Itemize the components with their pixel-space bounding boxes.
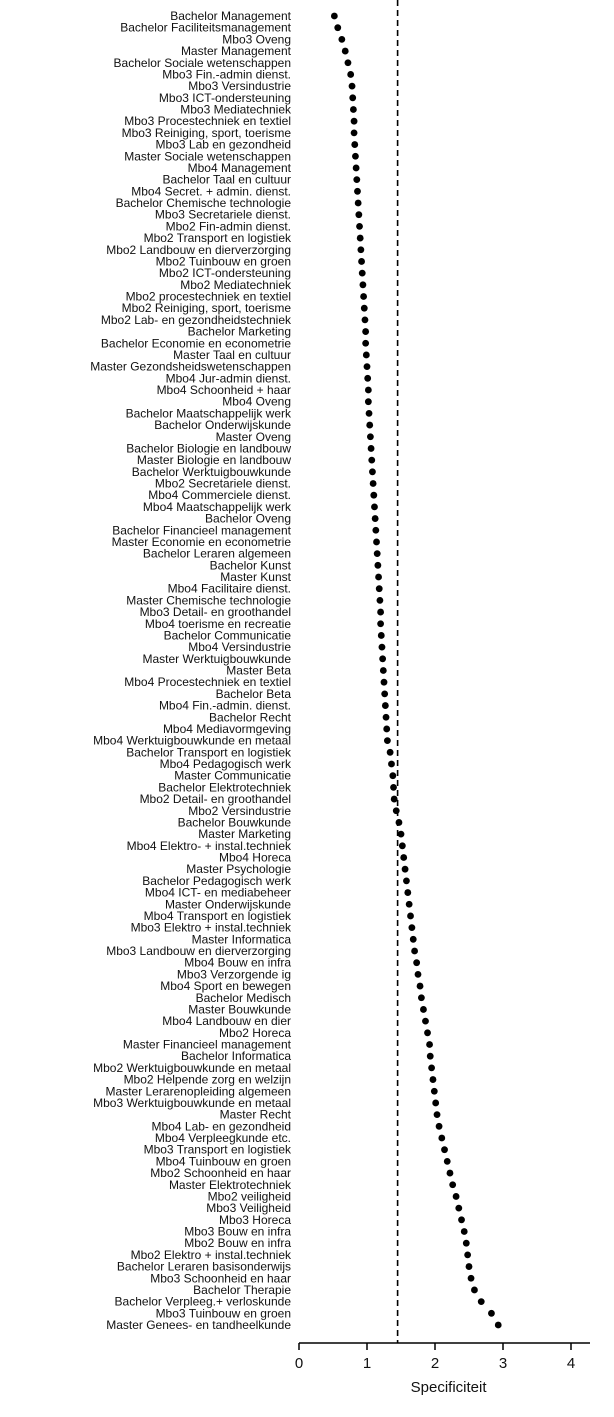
category-label: Master Elektrotechniek bbox=[168, 1177, 291, 1192]
data-point bbox=[370, 480, 377, 487]
data-point bbox=[362, 328, 369, 335]
data-point bbox=[427, 1053, 434, 1060]
data-point bbox=[447, 1170, 454, 1177]
category-label: Mbo4 ICT- en mediabeheer bbox=[144, 885, 291, 900]
category-label: Bachelor Maatschappelijk werk bbox=[125, 406, 291, 421]
category-label: Mbo3 Lab en gezondheid bbox=[155, 137, 291, 152]
data-point bbox=[367, 433, 374, 440]
data-point bbox=[410, 936, 417, 943]
category-label: Bachelor Elektrotechniek bbox=[158, 780, 291, 795]
category-label: Mbo4 Jur-admin dienst. bbox=[165, 371, 291, 386]
data-point bbox=[342, 48, 349, 55]
category-label: Mbo3 Transport en logistiek bbox=[143, 1142, 291, 1157]
data-point bbox=[431, 1088, 438, 1095]
category-label: Mbo3 Versindustrie bbox=[188, 79, 291, 94]
category-label: Bachelor Recht bbox=[208, 710, 291, 725]
category-label: Mbo3 Secretariele dienst. bbox=[154, 207, 291, 222]
category-label: Bachelor Bouwkunde bbox=[177, 815, 291, 830]
data-point bbox=[428, 1064, 435, 1071]
category-label: Bachelor Beta bbox=[215, 686, 291, 701]
data-point bbox=[375, 574, 382, 581]
data-point bbox=[351, 141, 358, 148]
data-point bbox=[357, 246, 364, 253]
category-labels bbox=[90, 9, 292, 1332]
data-point bbox=[424, 1029, 431, 1036]
category-label: Mbo3 Procestechniek en textiel bbox=[124, 114, 291, 129]
category-label: Mbo2 procestechniek en textiel bbox=[125, 289, 291, 304]
data-point bbox=[371, 503, 378, 510]
category-label: Master Onderwijskunde bbox=[164, 897, 291, 912]
category-label: Mbo3 Bouw en infra bbox=[184, 1224, 291, 1239]
category-label: Mbo2 Schoonheid en haar bbox=[150, 1166, 291, 1181]
x-tick-label: 0 bbox=[294, 1355, 304, 1372]
category-label: Bachelor Communicatie bbox=[163, 628, 291, 643]
category-label: Mbo3 Elektro + instal.techniek bbox=[130, 920, 291, 935]
category-label: Mbo4 Mediavormgeving bbox=[162, 721, 291, 736]
data-point bbox=[381, 690, 388, 697]
data-point bbox=[466, 1263, 473, 1270]
data-point bbox=[461, 1228, 468, 1235]
data-point bbox=[351, 129, 358, 136]
data-point bbox=[383, 714, 390, 721]
data-point bbox=[380, 667, 387, 674]
category-label: Mbo2 Reiniging, sport, toerisme bbox=[121, 301, 291, 316]
data-point bbox=[366, 422, 373, 429]
category-label: Mbo2 Tuinbouw en groen bbox=[155, 254, 291, 269]
x-tick-label: 1 bbox=[362, 1355, 372, 1372]
category-label: Mbo2 Bouw en infra bbox=[184, 1236, 291, 1251]
data-point bbox=[345, 59, 352, 66]
category-label: Master Sociale wetenschappen bbox=[124, 149, 291, 164]
category-label: Master Financieel management bbox=[122, 1037, 291, 1052]
category-label: Mbo3 Verzorgende ig bbox=[176, 967, 291, 982]
category-label: Mbo2 Lab- en gezondheidstechniek bbox=[100, 312, 291, 327]
category-label: Mbo4 Elektro- + instal.techniek bbox=[126, 838, 291, 853]
category-label: Master Beta bbox=[226, 663, 291, 678]
category-label: Master Bouwkunde bbox=[188, 1002, 291, 1017]
data-point bbox=[398, 831, 405, 838]
data-point bbox=[355, 200, 362, 207]
x-tick-label: 4 bbox=[566, 1355, 576, 1372]
category-label: Mbo4 Landbouw en dier bbox=[162, 1014, 291, 1029]
data-point bbox=[389, 772, 396, 779]
x-tick-label: 3 bbox=[498, 1355, 508, 1372]
data-point bbox=[384, 737, 391, 744]
data-point bbox=[378, 632, 385, 639]
category-label: Mbo4 toerisme en recreatie bbox=[144, 616, 291, 631]
data-point bbox=[377, 620, 384, 627]
category-label: Mbo2 Secretariele dienst. bbox=[154, 476, 291, 491]
category-label: Master Gezondsheidswetenschappen bbox=[90, 359, 291, 374]
category-label: Bachelor Management bbox=[170, 9, 291, 23]
category-label: Master Taal en cultuur bbox=[173, 347, 291, 362]
x-tick-label: 2 bbox=[430, 1355, 440, 1372]
data-point bbox=[338, 36, 345, 43]
category-label: Mbo2 Horeca bbox=[218, 1025, 291, 1040]
data-point bbox=[455, 1205, 462, 1212]
data-point bbox=[413, 959, 420, 966]
x-axis bbox=[295, 1343, 590, 1372]
data-point bbox=[379, 644, 386, 651]
category-label: Bachelor Leraren algemeen bbox=[142, 546, 291, 561]
category-label: Mbo3 Werktuigbouwkunde en metaal bbox=[93, 1095, 291, 1110]
category-label: Mbo2 Fin-admin dienst. bbox=[165, 219, 291, 234]
category-label: Mbo4 Verpleegkunde etc. bbox=[154, 1131, 291, 1145]
data-point bbox=[364, 375, 371, 382]
data-point bbox=[354, 188, 361, 195]
category-label: Bachelor Onderwijskunde bbox=[154, 418, 291, 433]
data-point bbox=[417, 983, 424, 990]
category-label: Mbo4 Horeca bbox=[218, 850, 291, 865]
category-label: Master Werktuigbouwkunde bbox=[142, 651, 291, 666]
data-point bbox=[463, 1240, 470, 1247]
data-point bbox=[432, 1100, 439, 1107]
data-point bbox=[434, 1111, 441, 1118]
category-label: Mbo4 Fin.-admin. dienst. bbox=[158, 698, 291, 713]
data-point bbox=[352, 153, 359, 160]
data-point bbox=[441, 1146, 448, 1153]
data-point bbox=[468, 1275, 475, 1282]
data-point bbox=[438, 1135, 445, 1142]
category-label: Mbo2 Transport en logistiek bbox=[143, 231, 291, 246]
data-point bbox=[449, 1181, 456, 1188]
data-point bbox=[358, 258, 365, 265]
category-label: Bachelor Pedagogisch werk bbox=[142, 873, 291, 888]
data-point bbox=[351, 118, 358, 125]
data-point bbox=[366, 410, 373, 417]
category-label: Mbo4 Lab- en gezondheid bbox=[151, 1119, 291, 1134]
data-point bbox=[376, 585, 383, 592]
category-label: Master Lerarenopleiding algemeen bbox=[105, 1084, 291, 1099]
category-label: Mbo2 Landbouw en dierverzorging bbox=[106, 242, 291, 257]
data-point bbox=[402, 866, 409, 873]
category-label: Bachelor Chemische technologie bbox=[115, 196, 291, 210]
category-label: Bachelor Informatica bbox=[180, 1049, 291, 1064]
category-label: Bachelor Economie en econometrie bbox=[100, 336, 291, 351]
data-point bbox=[374, 562, 381, 569]
category-label: Mbo4 Management bbox=[187, 160, 291, 175]
data-point bbox=[372, 527, 379, 534]
data-point bbox=[383, 726, 390, 733]
data-point bbox=[393, 807, 400, 814]
data-point bbox=[404, 889, 411, 896]
category-label: Mbo2 veiligheid bbox=[207, 1189, 291, 1204]
category-label: Mbo4 Sport en bewegen bbox=[160, 979, 291, 994]
category-label: Mbo3 Horeca bbox=[218, 1212, 291, 1227]
category-label: Mbo2 Elektro + instal.techniek bbox=[130, 1247, 291, 1262]
data-point bbox=[377, 597, 384, 604]
category-label: Bachelor Leraren basisonderwijs bbox=[116, 1259, 291, 1274]
category-label: Mbo4 Oveng bbox=[222, 394, 291, 409]
category-label: Mbo3 Mediatechniek bbox=[180, 102, 291, 117]
category-label: Mbo2 Werktuigbouwkunde en metaal bbox=[93, 1060, 291, 1075]
category-label: Bachelor Kunst bbox=[209, 558, 291, 573]
category-label: Mbo3 Veiligheid bbox=[206, 1201, 291, 1216]
data-point bbox=[368, 457, 375, 464]
category-label: Mbo4 Tuinbouw en groen bbox=[155, 1154, 291, 1169]
data-point bbox=[362, 340, 369, 347]
category-label: Master Psychologie bbox=[186, 862, 291, 877]
category-label: Mbo2 Mediatechniek bbox=[180, 277, 291, 292]
data-point bbox=[331, 13, 338, 20]
category-label: Bachelor Oveng bbox=[204, 511, 291, 526]
category-label: Mbo3 Tuinbouw en groen bbox=[155, 1306, 291, 1321]
data-point bbox=[374, 550, 381, 557]
category-label: Mbo4 Facilitaire dienst. bbox=[167, 581, 291, 596]
category-label: Mbo3 Reiniging, sport, toerisme bbox=[121, 125, 291, 140]
category-label: Master Informatica bbox=[191, 932, 291, 947]
data-point bbox=[382, 702, 389, 709]
category-label: Bachelor Taal en cultuur bbox=[162, 172, 291, 187]
data-point bbox=[373, 539, 380, 546]
category-label: Mbo3 Landbouw en dierverzorging bbox=[106, 944, 291, 958]
data-point bbox=[415, 971, 422, 978]
category-label: Bachelor Verpleeg.+ verloskunde bbox=[114, 1294, 291, 1309]
category-label: Mbo4 Versindustrie bbox=[188, 640, 291, 655]
category-label: Mbo4 Pedagogisch werk bbox=[159, 757, 291, 771]
data-point bbox=[418, 994, 425, 1001]
data-point bbox=[403, 877, 410, 884]
data-point bbox=[388, 761, 395, 768]
category-label: Master Communicatie bbox=[174, 768, 291, 783]
category-label: Master Management bbox=[180, 44, 291, 59]
category-label: Mbo3 Fin.-admin dienst. bbox=[162, 67, 291, 82]
data-point bbox=[353, 176, 360, 183]
data-point bbox=[368, 445, 375, 452]
data-points bbox=[331, 13, 502, 1329]
data-point bbox=[355, 211, 362, 218]
data-point bbox=[406, 901, 413, 908]
data-point bbox=[360, 293, 367, 300]
data-point bbox=[390, 784, 397, 791]
data-point bbox=[453, 1193, 460, 1200]
data-point bbox=[349, 83, 356, 90]
data-point bbox=[396, 819, 403, 826]
category-label: Master Economie en econometrie bbox=[111, 534, 291, 549]
category-label: Mbo4 Schoonheid + haar bbox=[156, 383, 291, 397]
data-point bbox=[411, 948, 418, 955]
category-label: Mbo2 Helpende zorg en welzijn bbox=[123, 1072, 291, 1087]
data-point bbox=[471, 1287, 478, 1294]
data-point bbox=[464, 1251, 471, 1258]
data-point bbox=[361, 305, 368, 312]
category-label: Master Kunst bbox=[220, 570, 291, 584]
data-point bbox=[422, 1018, 429, 1025]
data-point bbox=[350, 106, 357, 113]
data-point bbox=[381, 679, 388, 686]
data-point bbox=[408, 924, 415, 931]
data-point bbox=[360, 281, 367, 288]
data-point bbox=[399, 842, 406, 849]
data-point bbox=[365, 387, 372, 394]
category-label: Bachelor Faciliteitsmanagement bbox=[120, 20, 291, 35]
category-label: Mbo4 Maatschappelijk werk bbox=[142, 499, 291, 514]
category-label: Bachelor Transport en logistiek bbox=[126, 745, 291, 760]
category-label: Mbo2 Versindustrie bbox=[188, 803, 291, 818]
category-label: Mbo4 Transport en logistiek bbox=[143, 908, 291, 923]
data-point bbox=[356, 223, 363, 230]
data-point bbox=[353, 165, 360, 172]
category-label: Mbo4 Procestechniek en textiel bbox=[124, 675, 291, 690]
data-point bbox=[426, 1041, 433, 1048]
data-point bbox=[478, 1298, 485, 1305]
category-label: Master Recht bbox=[219, 1107, 291, 1122]
data-point bbox=[407, 913, 414, 920]
category-label: Mbo3 Oveng bbox=[222, 32, 291, 47]
data-point bbox=[363, 352, 370, 359]
data-point bbox=[391, 796, 398, 803]
category-label: Master Oveng bbox=[215, 429, 291, 444]
data-point bbox=[369, 468, 376, 475]
data-point bbox=[364, 363, 371, 370]
data-point bbox=[362, 316, 369, 323]
category-label: Mbo4 Secret. + admin. dienst. bbox=[131, 184, 291, 199]
category-label: Master Genees- en tandheelkunde bbox=[106, 1318, 291, 1332]
data-point bbox=[458, 1216, 465, 1223]
data-point bbox=[436, 1123, 443, 1130]
category-label: Bachelor Financieel management bbox=[112, 523, 291, 538]
category-label: Master Biologie en landbouw bbox=[136, 453, 291, 468]
category-label: Bachelor Marketing bbox=[187, 324, 291, 339]
data-point bbox=[347, 71, 354, 78]
category-label: Bachelor Biologie en landbouw bbox=[126, 441, 291, 456]
category-label: Bachelor Medisch bbox=[195, 990, 291, 1005]
data-point bbox=[377, 609, 384, 616]
category-label: Bachelor Sociale wetenschappen bbox=[113, 55, 291, 70]
data-point bbox=[349, 94, 356, 101]
category-label: Bachelor Werktuigbouwkunde bbox=[131, 464, 291, 479]
data-point bbox=[444, 1158, 451, 1165]
data-point bbox=[370, 492, 377, 499]
data-point bbox=[334, 24, 341, 31]
data-point bbox=[359, 270, 366, 277]
category-label: Mbo4 Bouw en infra bbox=[184, 955, 291, 970]
data-point bbox=[495, 1322, 502, 1329]
x-axis-title: Specificiteit bbox=[410, 1379, 487, 1396]
data-point bbox=[400, 854, 407, 861]
data-point bbox=[420, 1006, 427, 1013]
category-label: Master Marketing bbox=[198, 827, 291, 842]
category-label: Bachelor Therapie bbox=[193, 1282, 291, 1297]
data-point bbox=[365, 398, 372, 405]
category-label: Mbo3 Detail- en groothandel bbox=[139, 605, 291, 620]
category-label: Mbo3 ICT-ondersteuning bbox=[158, 90, 291, 105]
data-point bbox=[357, 235, 364, 242]
category-label: Mbo3 Schoonheid en haar bbox=[150, 1271, 291, 1286]
category-label: Mbo4 Werktuigbouwkunde en metaal bbox=[93, 733, 291, 748]
data-point bbox=[387, 749, 394, 756]
category-label: Mbo4 Commerciele dienst. bbox=[148, 488, 291, 503]
data-point bbox=[372, 515, 379, 522]
category-label: Mbo2 Detail- en groothandel bbox=[139, 792, 291, 807]
category-label: Master Chemische technologie bbox=[126, 593, 291, 608]
data-point bbox=[379, 655, 386, 662]
category-label: Mbo2 ICT-ondersteuning bbox=[158, 266, 291, 281]
data-point bbox=[488, 1310, 495, 1317]
data-point bbox=[430, 1076, 437, 1083]
